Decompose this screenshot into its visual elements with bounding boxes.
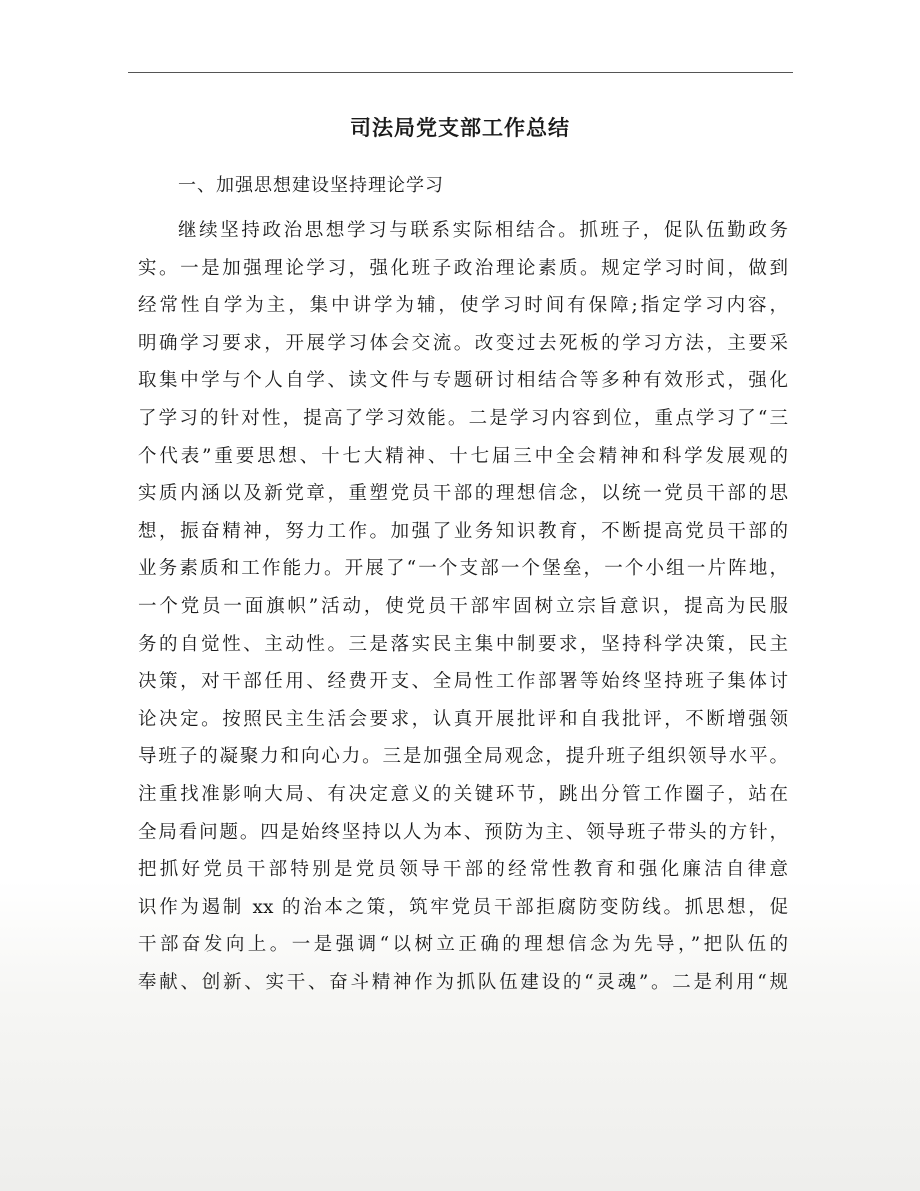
paragraph-line: 决策，对干部任用、经费开支、全局性工作部署等始终坚持班子集体讨 [138, 671, 788, 693]
paragraph-line: 识作为遏制 xx 的治本之策，筑牢党员干部拒腐防变防线。抓思想，促 [138, 896, 788, 918]
paragraph-line: 干部奋发向上。一是强调“以树立正确的理想信念为先导，”把队伍的 [138, 934, 788, 956]
paragraph-line: 明确学习要求，开展学习体会交流。改变过去死板的学习方法，主要采 [138, 332, 788, 354]
section-heading: 一、加强思想建设坚持理论学习 [178, 175, 444, 196]
paragraph-line: 实。一是加强理论学习，强化班子政治理论素质。规定学习时间，做到 [138, 257, 788, 279]
paragraph-line: 注重找准影响大局、有决定意义的关键环节，跳出分管工作圈子，站在 [138, 783, 788, 805]
paragraph-line: 想，振奋精神，努力工作。加强了业务知识教育，不断提高党员干部的 [138, 520, 788, 542]
paragraph-line: 经常性自学为主，集中讲学为辅，使学习时间有保障;指定学习内容， [138, 295, 788, 317]
paragraph-line: 一个党员一面旗帜”活动，使党员干部牢固树立宗旨意识，提高为民服 [138, 595, 788, 617]
header-rule [128, 72, 793, 73]
paragraph-line: 取集中学与个人自学、读文件与专题研讨相结合等多种有效形式，强化 [138, 370, 788, 392]
paragraph-line: 业务素质和工作能力。开展了“一个支部一个堡垒，一个小组一片阵地， [138, 558, 788, 580]
paragraph-line: 全局看问题。四是始终坚持以人为本、预防为主、领导班子带头的方针， [138, 821, 788, 843]
paragraph-line: 实质内涵以及新党章，重塑党员干部的理想信念，以统一党员干部的思 [138, 483, 788, 505]
paragraph-line: 务的自觉性、主动性。三是落实民主集中制要求，坚持科学决策，民主 [138, 633, 788, 655]
paragraph-line: 把抓好党员干部特别是党员领导干部的经常性教育和强化廉洁自律意 [138, 859, 788, 881]
paragraph-line: 导班子的凝聚力和向心力。三是加强全局观念，提升班子组织领导水平。 [138, 746, 788, 768]
paragraph-line: 继续坚持政治思想学习与联系实际相结合。抓班子，促队伍勤政务 [178, 220, 788, 241]
paragraph-line: 奉献、创新、实干、奋斗精神作为抓队伍建设的“灵魂”。二是利用“规 [138, 971, 788, 993]
paragraph-line: 了学习的针对性，提高了学习效能。二是学习内容到位，重点学习了“三 [138, 407, 788, 429]
paragraph-line: 个代表”重要思想、十七大精神、十七届三中全会精神和科学发展观的 [138, 445, 788, 467]
document-title: 司法局党支部工作总结 [350, 115, 570, 140]
paragraph-line: 论决定。按照民主生活会要求，认真开展批评和自我批评，不断增强领 [138, 708, 788, 730]
body-paragraph [138, 212, 788, 1001]
